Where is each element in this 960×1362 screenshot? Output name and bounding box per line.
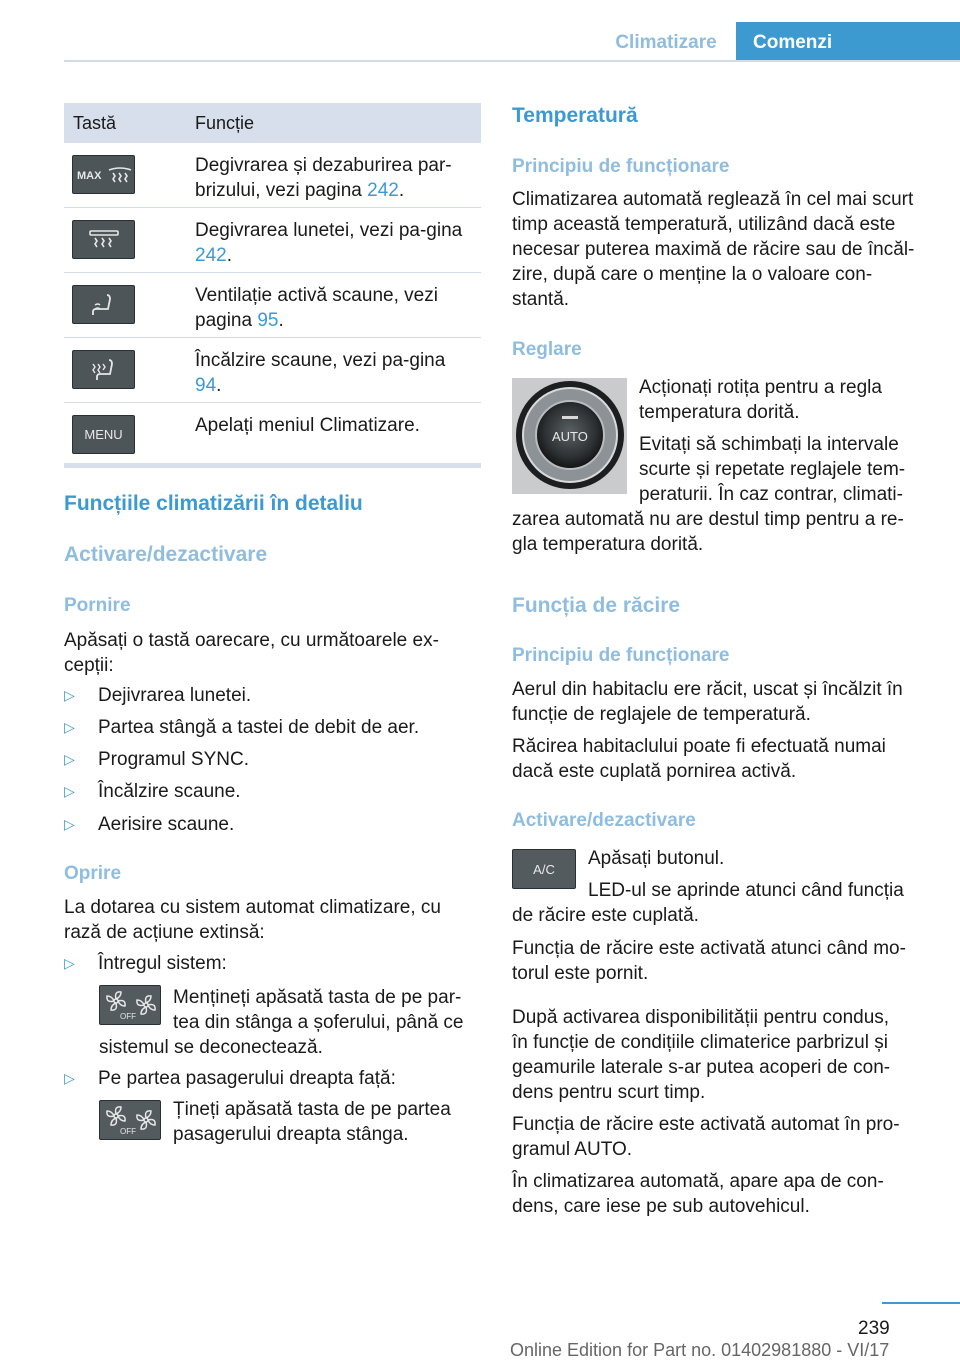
section-title-temperature: Temperatură — [512, 104, 638, 127]
paragraph-condens-1: După activarea disponibilității pentru condus, în funcție de condițiile climaterice parbrizul și geamurile laterale s-ar putea acoperi de con- dens pentru scurt timp. — [512, 1007, 891, 1103]
key-function-table — [64, 103, 481, 463]
paragraph-setting-2: Evitați să schimbați la intervale scurte și repetate reglajele tem- peraturii. În caz contrar, climati- — [639, 434, 906, 505]
header-tab-commands[interactable]: Comenzi — [736, 22, 960, 62]
table-cell-function: Degivrarea lunetei, vezi pa-gina 242. — [195, 220, 463, 266]
table-cell-function: Degivrarea și dezaburirea par-brizului, vezi pagina 242. — [195, 155, 452, 201]
heading-principle: Principiu de funcționare — [512, 156, 730, 177]
table-row — [64, 403, 481, 463]
svg-text:OFF: OFF — [120, 1127, 136, 1136]
table-row — [64, 338, 481, 403]
seat-ventilation-icon — [72, 285, 135, 324]
paragraph-ac-2: LED-ul se aprinde atunci când funcția — [588, 880, 904, 901]
table-row — [64, 208, 481, 273]
paragraph-cooling-2: Răcirea habitaclului poate fi efectuată numai dacă este cuplată pornirea activă. — [512, 736, 886, 782]
fan-off-key-icon — [99, 985, 161, 1025]
section-title-climate-details: Funcțiile climatizării în detaliu — [64, 492, 363, 515]
page-link[interactable]: 242 — [195, 245, 227, 266]
heading-setting: Reglare — [512, 339, 582, 360]
table-row — [64, 143, 481, 208]
table-col-function: Funcție — [195, 112, 255, 133]
menu-key-icon: MENU — [72, 415, 135, 454]
table-cell-function: Încălzire scaune, vezi pa-gina 94. — [195, 350, 446, 396]
footer-edition: Online Edition for Part no. 01402981880 - VI/17 — [510, 1340, 890, 1360]
table-row — [64, 273, 481, 338]
heading-on: Pornire — [64, 595, 131, 616]
heading-cooling-principle: Principiu de funcționare — [512, 645, 730, 666]
paragraph-setting-3: zarea automată nu are destul timp pentru a re- gla temperatura dorită. — [512, 509, 904, 555]
table-end-rule — [64, 463, 481, 468]
rear-defrost-icon — [72, 220, 135, 259]
paragraph-off-full: Mențineți apăsată tasta de pe par- tea din stânga a șoferului, până ce — [173, 987, 464, 1033]
footer-rule — [882, 1302, 960, 1304]
table-header — [64, 103, 481, 143]
paragraph-ac-4: Funcția de răcire este activată atunci când mo- torul este pornit. — [512, 938, 906, 984]
header-tab-climate[interactable]: Climatizare — [615, 32, 717, 53]
max-defrost-icon — [72, 155, 135, 194]
paragraph-off-full-cont: sistemul se deconectează. — [99, 1037, 323, 1058]
heading-off: Oprire — [64, 863, 122, 884]
paragraph-cooling-1: Aerul din habitaclu ere răcit, uscat și încălzit în funcție de reglajele de temperatură. — [512, 679, 903, 725]
table-cell-function: Apelați meniul Climatizare. — [195, 415, 420, 436]
paragraph-off: La dotarea cu sistem automat climatizare, cu rază de acțiune extinsă: — [64, 897, 442, 943]
header-rule — [64, 60, 960, 62]
ac-key-icon: A/C — [512, 849, 576, 889]
paragraph-ac-3: de răcire este cuplată. — [512, 905, 699, 926]
page-link[interactable]: 95 — [257, 310, 279, 331]
table-cell-function: Ventilație activă scaune, vezi pagina 95. — [195, 285, 438, 331]
fan-off-key-icon — [99, 1100, 161, 1140]
svg-text:AUTO: AUTO — [552, 429, 588, 444]
paragraph-condens-2: Funcția de răcire este activată automat în pro- gramul AUTO. — [512, 1114, 900, 1160]
page-link[interactable]: 94 — [195, 375, 217, 396]
paragraph-principle: Climatizarea automată reglează în cel mai scurt timp această temperatură, utilizând dacă este necesar puterea maximă de răcire sau de încăl- zire, după care o menține la o valoare con- stantă. — [512, 189, 915, 310]
svg-text:MAX: MAX — [76, 169, 101, 182]
paragraph-setting-1: Acționați rotița pentru a regla temperatura dorită. — [639, 377, 882, 423]
table-col-key: Tastă — [73, 112, 117, 133]
paragraph-off-passenger: Țineți apăsată tasta de pe partea pasagerului dreapta stânga. — [173, 1099, 451, 1145]
section-title-cooling: Funcția de răcire — [512, 594, 681, 617]
paragraph-ac-1: Apăsați butonul. — [588, 848, 725, 869]
seat-heating-icon — [72, 350, 135, 389]
svg-text:OFF: OFF — [120, 1012, 136, 1021]
page-link[interactable]: 242 — [367, 180, 399, 201]
page-number: 239 — [858, 1318, 890, 1339]
heading-cooling-activation: Activare/dezactivare — [512, 810, 696, 831]
subsection-title-activation: Activare/dezactivare — [64, 543, 268, 566]
temperature-knob-image — [512, 378, 627, 494]
paragraph-on: Apăsați o tastă oarecare, cu următoarele ex- cepții: — [64, 630, 439, 676]
paragraph-condens-3: În climatizarea automată, apare apa de con- dens, care iese pe sub autovehicul. — [512, 1171, 884, 1217]
